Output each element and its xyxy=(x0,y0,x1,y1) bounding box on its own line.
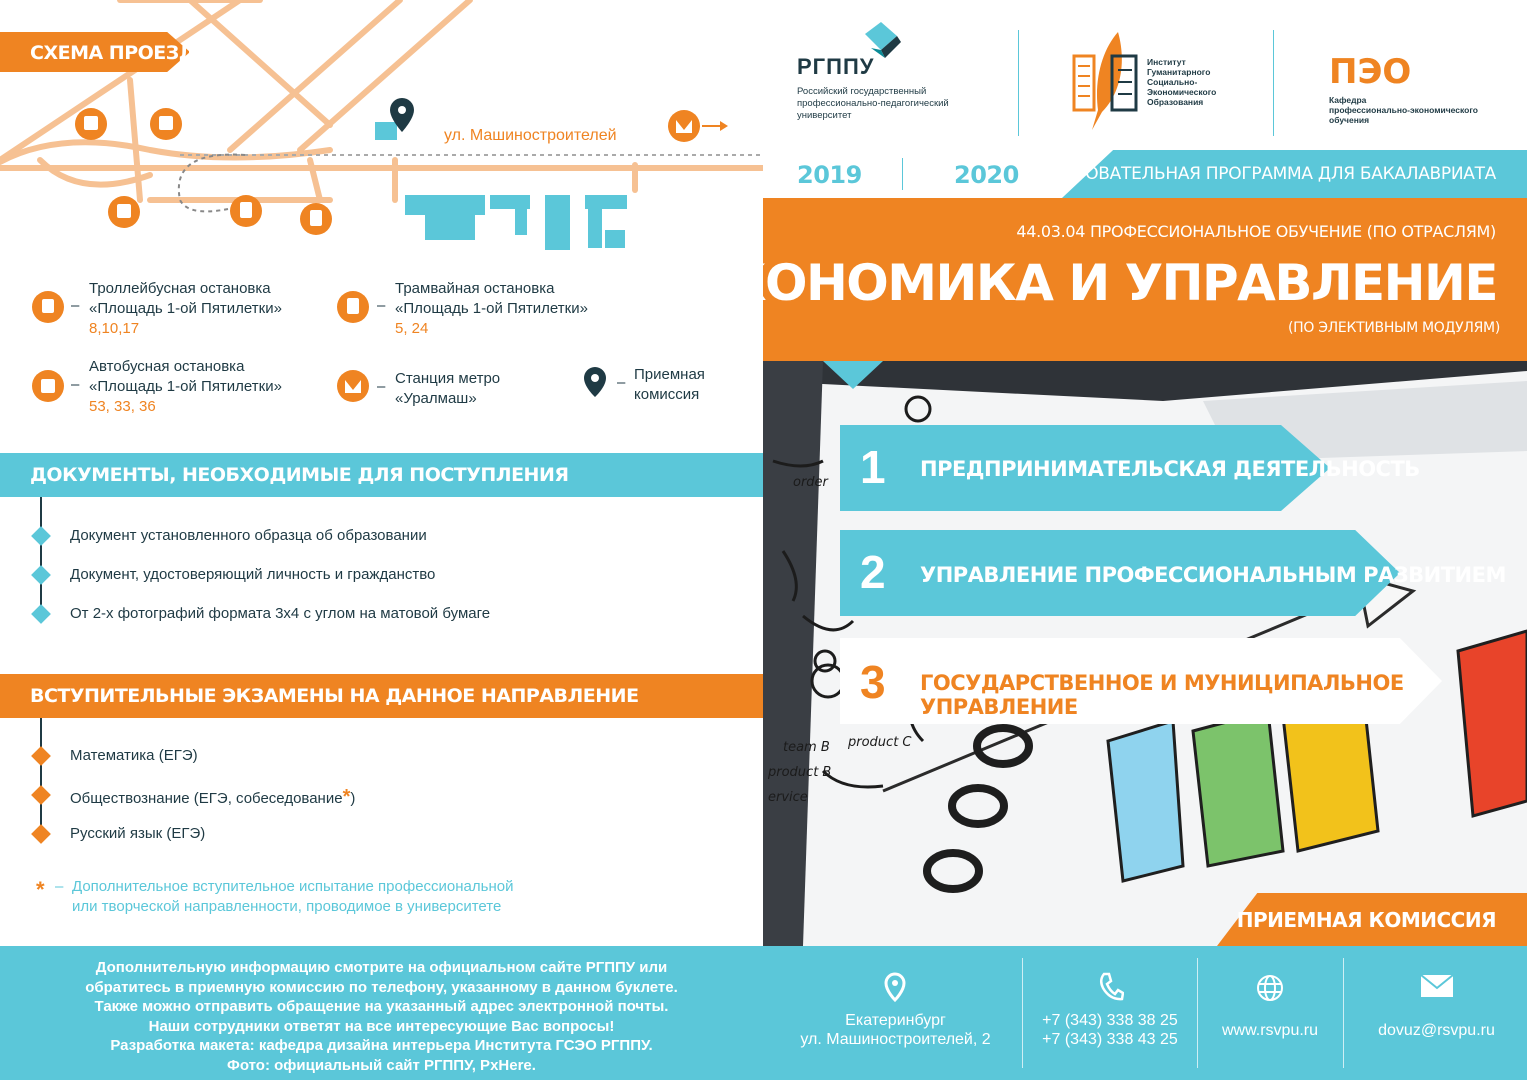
bus-routes: 53, 33, 36 xyxy=(89,398,156,415)
trolley-title: Троллейбусная остановка xyxy=(89,280,271,297)
admission-title: ПРИЕМНАЯ КОМИССИЯ xyxy=(1236,908,1496,932)
program-subtitle: (ПО ЭЛЕКТИВНЫМ МОДУЛЯМ) xyxy=(1287,320,1500,336)
contact-email xyxy=(1346,946,1527,1080)
year-divider xyxy=(902,158,903,190)
institute-name-line: Социально- xyxy=(1147,77,1198,87)
footer-info xyxy=(0,958,763,1075)
program-type: ОБРАЗОВАТЕЛЬНАЯ ПРОГРАММА ДЛЯ БАКАЛАВРИАТА xyxy=(1028,164,1496,184)
footer xyxy=(0,946,1527,1080)
legend-dash: – xyxy=(617,374,626,391)
office-legend xyxy=(634,365,705,405)
website-link[interactable]: www.rsvpu.ru xyxy=(1221,1022,1319,1039)
street-label: ул. Машиностроителей xyxy=(444,127,617,144)
legend-dash: – xyxy=(377,378,386,395)
metro-icon xyxy=(337,370,369,402)
route-map-title: СХЕМА ПРОЕЗДА xyxy=(30,42,210,64)
logo-divider xyxy=(1018,30,1019,136)
legend-dash: – xyxy=(377,297,386,314)
phone-number[interactable]: +7 (343) 338 38 25 xyxy=(1042,1012,1178,1029)
svg-text:team B: team B xyxy=(783,740,830,755)
program-code: 44.03.04 ПРОФЕССИОНАЛЬНОЕ ОБУЧЕНИЕ (ПО ОТРАСЛЯМ) xyxy=(1016,222,1496,241)
exams-note-line: Дополнительное вступительное испытание профессиональной xyxy=(72,878,514,895)
office-title: Приемная xyxy=(634,366,705,383)
footer-info-line: Также можно отправить обращение на указанный адрес электронной почты. xyxy=(94,998,669,1015)
footer-info-line: обратитесь в приемную комиссию по телефону, указанному в данном буклете. xyxy=(85,978,678,996)
contact-address xyxy=(778,946,1013,1080)
rgppu-abbr: РГППУ xyxy=(797,54,875,79)
exams-item-text: Обществознание (ЕГЭ, собеседование xyxy=(70,790,343,807)
exams-heading: ВСТУПИТЕЛЬНЫЕ ЭКЗАМЕНЫ НА ДАННОЕ НАПРАВЛЕНИЕ xyxy=(30,685,639,707)
peo-name xyxy=(1329,95,1478,125)
address-city: Екатеринбург xyxy=(845,1012,946,1029)
trolley-routes: 8,10,17 xyxy=(89,320,140,337)
rgppu-name-line: Российский государственный xyxy=(797,86,927,97)
location-pin-icon xyxy=(583,366,607,398)
address-street: ул. Машиностроителей, 2 xyxy=(800,1031,991,1048)
institute-name-line: Экономического xyxy=(1147,87,1217,97)
tram-routes: 5, 24 xyxy=(395,320,429,337)
envelope-icon xyxy=(1420,974,1454,998)
module-number: 1 xyxy=(860,441,886,493)
module-number: 2 xyxy=(860,546,886,598)
exams-bullet xyxy=(31,824,51,844)
svg-text:ervice: ervice xyxy=(768,790,808,805)
exams-item: Русский язык (ЕГЭ) xyxy=(70,825,206,842)
peo-name-line: профессионально-экономического xyxy=(1329,105,1478,115)
documents-bullet xyxy=(31,565,51,585)
contact-divider xyxy=(1343,958,1344,1068)
peo-abbr: ПЭО xyxy=(1329,52,1412,92)
rgppu-name-line: профессионально-педагогический xyxy=(797,98,949,109)
bus-stop: «Площадь 1-ой Пятилетки» xyxy=(89,378,282,395)
documents-item: Документ, удостоверяющий личность и гражданство xyxy=(70,566,436,583)
tram-title: Трамвайная остановка xyxy=(395,280,555,297)
documents-item: От 2-х фотографий формата 3х4 с углом на матовой бумаге xyxy=(70,605,491,622)
documents-bullet xyxy=(31,526,51,546)
footer-info-line: Дополнительную информацию смотрите на официальном сайте РГППУ или xyxy=(95,959,668,976)
institute-name xyxy=(1147,57,1216,107)
svg-text:product C: product C xyxy=(848,735,912,750)
peo-name-line: Кафедра xyxy=(1329,95,1367,105)
quill-logo-icon xyxy=(1072,30,1142,130)
office-subtitle: комиссия xyxy=(634,386,700,403)
exams-item xyxy=(70,786,355,809)
exams-note xyxy=(72,877,513,917)
footer-info-line: Наши сотрудники ответят на все интересующие Вас вопросы! xyxy=(148,1017,615,1035)
legend-dash: – xyxy=(71,297,80,314)
exams-bullet xyxy=(31,785,51,805)
bus-legend xyxy=(89,357,282,417)
metro-title: Станция метро xyxy=(395,370,501,387)
tram-icon xyxy=(337,291,369,323)
year-end: 2020 xyxy=(954,161,1019,189)
email-link[interactable]: dovuz@rsvpu.ru xyxy=(1378,1022,1495,1039)
trolleybus-icon xyxy=(32,291,64,323)
contact-website xyxy=(1200,946,1340,1080)
module-label: ПРЕДПРИНИМАТЕЛЬСКАЯ ДЕЯТЕЛЬНОСТЬ xyxy=(920,457,1420,481)
module-label: УПРАВЛЕНИЕ ПРОФЕССИОНАЛЬНЫМ РАЗВИТИЕМ xyxy=(920,563,1506,587)
logo-divider xyxy=(1273,30,1274,136)
year-start: 2019 xyxy=(797,161,862,189)
tram-legend xyxy=(395,279,588,339)
metro-legend xyxy=(395,369,500,409)
contact-divider xyxy=(1197,958,1198,1068)
documents-bullet xyxy=(31,604,51,624)
institute-name-line: Гуманитарного xyxy=(1147,67,1211,77)
asterisk-icon: * xyxy=(36,877,45,902)
globe-icon xyxy=(1256,974,1284,1002)
legend-dash: – xyxy=(71,376,80,393)
note-dash: – xyxy=(55,878,64,895)
location-pin-icon xyxy=(884,972,906,1002)
documents-timeline xyxy=(40,497,42,617)
metro-stop: «Уралмаш» xyxy=(395,390,477,407)
institute-name-line: Институт xyxy=(1147,57,1186,67)
footer-info-line: Разработка макета: кафедра дизайна интерьера Института ГСЭО РГППУ. xyxy=(110,1037,653,1054)
rgppu-name xyxy=(797,86,949,122)
peo-name-line: обучения xyxy=(1329,115,1370,125)
trolley-stop: «Площадь 1-ой Пятилетки» xyxy=(89,300,282,317)
trolley-legend xyxy=(89,279,282,339)
program-title: ЭКОНОМИКА И УПРАВЛЕНИЕ xyxy=(690,254,1497,312)
exams-item-suffix: ) xyxy=(350,790,356,807)
bus-title: Автобусная остановка xyxy=(89,358,245,375)
bus-icon xyxy=(32,370,64,402)
contact-divider xyxy=(1022,958,1023,1068)
exams-timeline xyxy=(40,718,42,838)
institute-name-line: Образования xyxy=(1147,97,1204,107)
asterisk-icon: * xyxy=(342,786,351,808)
phone-icon xyxy=(1098,972,1124,1002)
phone-number[interactable]: +7 (343) 338 43 25 xyxy=(1042,1031,1178,1048)
exams-bullet xyxy=(31,746,51,766)
exams-item: Математика (ЕГЭ) xyxy=(70,747,198,764)
module-number: 3 xyxy=(860,656,886,708)
documents-item: Документ установленного образца об образовании xyxy=(70,527,427,544)
svg-text:product B: product B xyxy=(768,765,832,780)
footer-info-line: Фото: официальный сайт РГППУ, PxHere. xyxy=(227,1056,536,1074)
rgppu-name-line: университет xyxy=(797,110,852,121)
module-label: ГОСУДАРСТВЕННОЕ И МУНИЦИПАЛЬНОЕ УПРАВЛЕНИЕ xyxy=(920,671,1404,719)
exams-note-line: или творческой направленности, проводимое в университете xyxy=(72,898,502,915)
documents-heading: ДОКУМЕНТЫ, НЕОБХОДИМЫЕ ДЛЯ ПОСТУПЛЕНИЯ xyxy=(30,464,569,486)
svg-text:order: order xyxy=(793,475,828,490)
tram-stop: «Площадь 1-ой Пятилетки» xyxy=(395,300,588,317)
contact-phone xyxy=(1025,946,1195,1080)
